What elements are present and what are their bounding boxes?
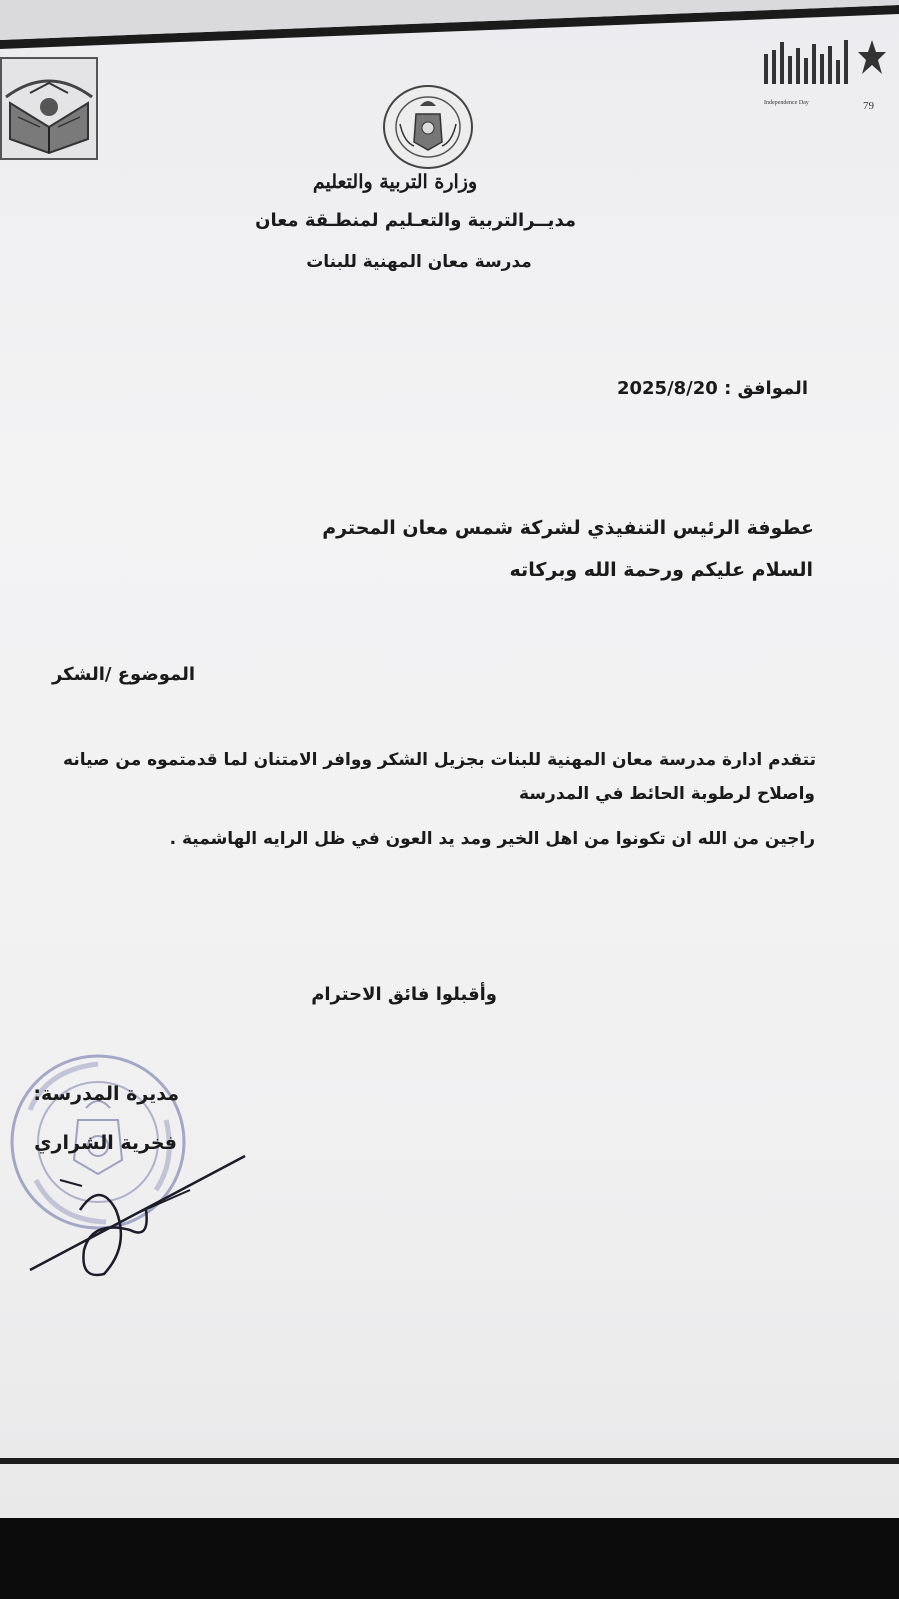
greeting: السلام عليكم ورحمة الله وبركاته [509,559,813,581]
school-logo [0,57,98,161]
closing-line: وأقبلوا فائق الاحترام [311,984,497,1005]
body-line-3: راجين من الله ان تكونوا من اهل الخير ومد يد العون في ظل الرايه الهاشمية . [169,829,815,849]
independence-day-logo [764,34,886,122]
addressee: عطوفة الرئيس التنفيذي لشركة شمس معان المحترم [322,517,814,539]
independence-number: 79 [863,100,874,112]
subject-line: الموضوع /الشكر [51,664,195,685]
signatory-title: مديرة المدرسة: [33,1083,179,1105]
ministry-title: وزارة التربية والتعليم [312,171,478,193]
handwritten-signature [20,1150,250,1285]
bottom-rule [0,1458,899,1464]
letter-date: الموافق : 2025/8/20 [616,378,808,399]
body-line-2: واصلاح لرطوبة الحائط في المدرسة [519,784,815,804]
body-line-1: تتقدم ادارة مدرسة معان المهنية للبنات بجزيل الشكر ووافر الامتنان لما قدمتموه من صيانه [63,750,816,770]
school-title: مدرسة معان المهنية للبنات [306,252,532,272]
independence-caption: Independence Day [764,100,809,106]
directorate-title: مديــرالتربية والتعـليم لمنطـقة معان [255,210,576,231]
dark-background [0,1518,899,1599]
ministry-emblem [382,84,475,170]
signatory-name: فخرية الشراري [34,1132,177,1154]
